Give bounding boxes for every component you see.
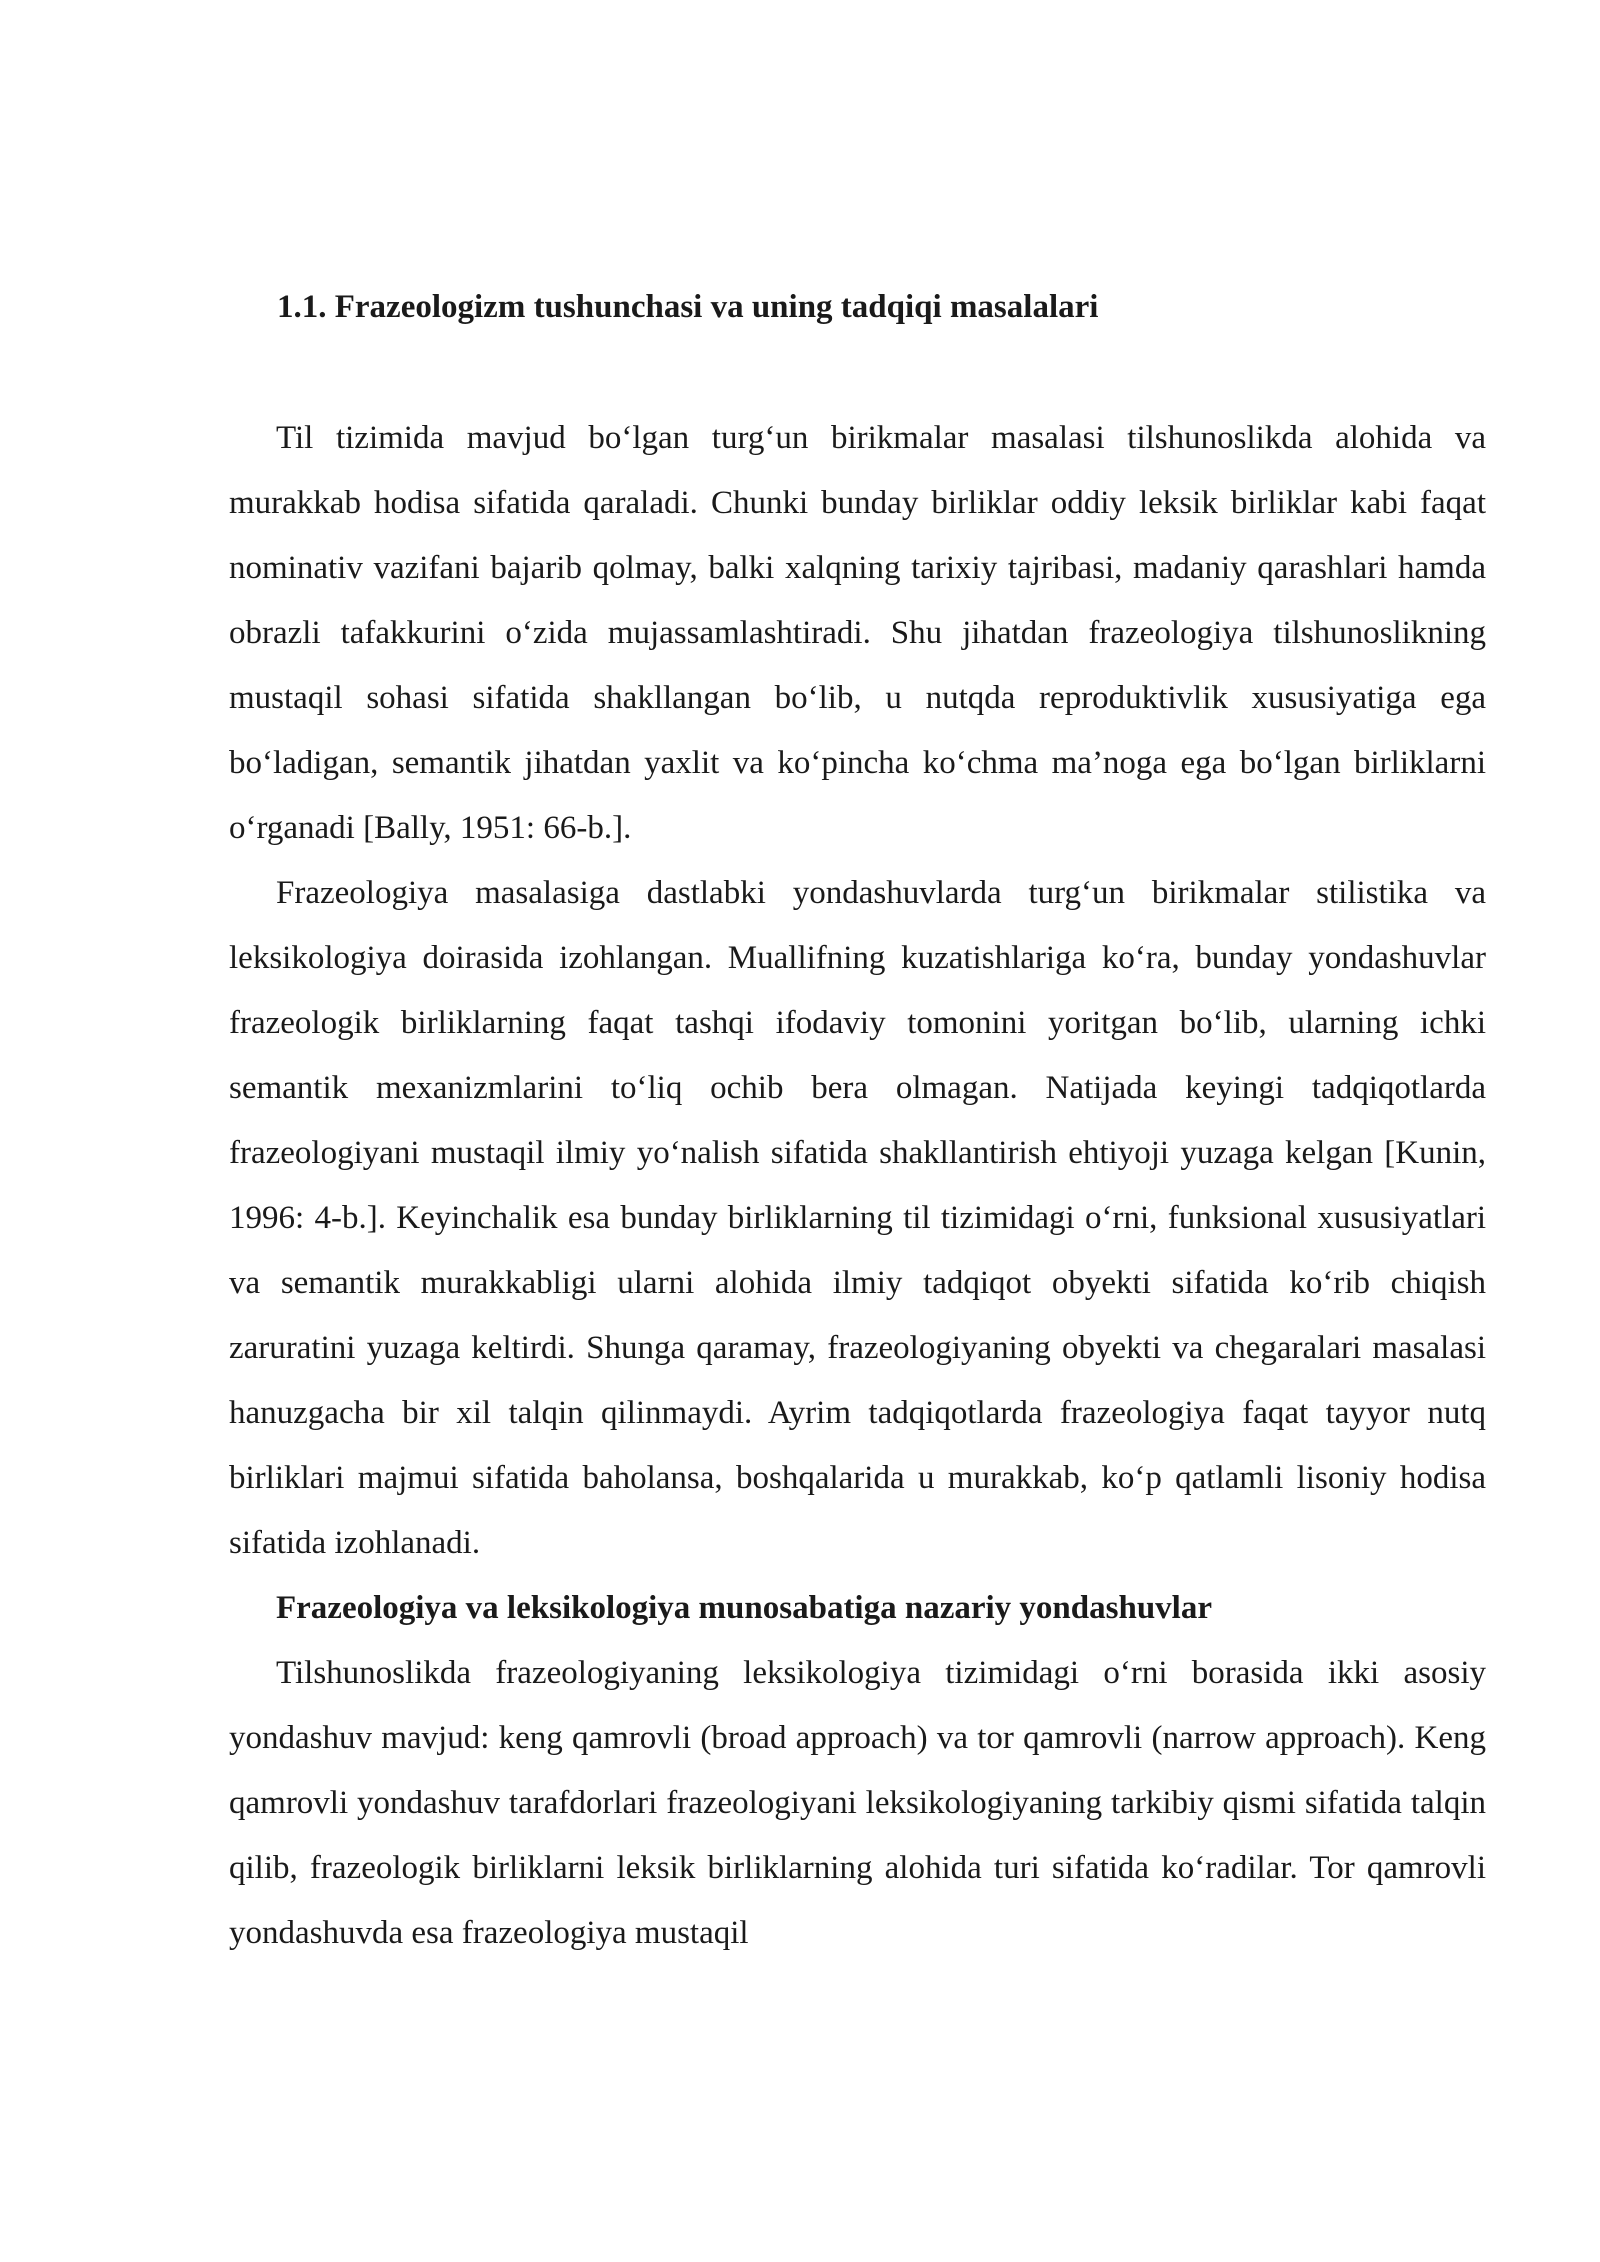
subsection-heading: Frazeologiya va leksikologiya munosabatiga nazariy yondashuvlar — [276, 1590, 1212, 1626]
section-title: 1.1. Frazeologizm tushunchasi va uning tadqiqi masalalari — [277, 289, 1099, 325]
paragraph-2: Frazeologiya masalasiga dastlabki yondashuvlarda turg‘un birikmalar stilistika va leksikologiya doirasida izohlangan. Muallifning kuzatishlariga ko‘ra, bunday yondashuvlar frazeologik birliklarning faqat tashqi ifodaviy tomonini yoritgan bo‘lib, ularning ichki semantik mexanizmlarini to‘liq ochib bera olmagan. Natijada keyingi tadqiqotlarda frazeologiyani mustaqil ilmiy yo‘nalish sifatida shakllantirish ehtiyoji yuzaga kelgan [Kunin, 1996: 4-b.]. Keyinchalik esa bunday birliklarning til tizimidagi o‘rni, funksional xususiyatlari va semantik murakkabligi ularni alohida ilmiy tadqiqot obyekti sifatida ko‘rib chiqish zaruratini yuzaga keltirdi. Shunga qaramay, frazeologiyaning obyekti va chegaralari masalasi hanuzgacha bir xil talqin qilinmaydi. Ayrim tadqiqotlarda frazeologiya faqat tayyor nutq birliklari majmui sifatida baholansa, boshqalarida u murakkab, ko‘p qatlamli lisoniy hodisa sifatida izohlanadi. — [229, 875, 1486, 1561]
paragraph-1: Til tizimida mavjud bo‘lgan turg‘un birikmalar masalasi tilshunoslikda alohida va murakkab hodisa sifatida qaraladi. Chunki bunday birliklar oddiy leksik birliklar kabi faqat nominativ vazifani bajarib qolmay, balki xalqning tarixiy tajribasi, madaniy qarashlari hamda obrazli tafakkurini o‘zida mujassamlashtiradi. Shu jihatdan frazeologiya tilshunoslikning mustaqil sohasi sifatida shakllangan bo‘lib, u nutqda reproduktivlik xususiyatiga ega bo‘ladigan, semantik jihatdan yaxlit va ko‘pincha ko‘chma ma’noga ega bo‘lgan birliklarni o‘rganadi [Bally, 1951: 66-b.]. — [229, 420, 1486, 846]
body-text — [229, 406, 1486, 1966]
paragraph-3: Tilshunoslikda frazeologiyaning leksikologiya tizimidagi o‘rni borasida ikki asosiy yondashuv mavjud: keng qamrovli (broad approach) va tor qamrovli (narrow approach). Keng qamrovli yondashuv tarafdorlari frazeologiyani leksikologiyaning tarkibiy qismi sifatida talqin qilib, frazeologik birliklarni leksik birliklarning alohida turi sifatida ko‘radilar. Tor qamrovli yondashuvda esa frazeologiya mustaqil — [229, 1655, 1486, 1951]
